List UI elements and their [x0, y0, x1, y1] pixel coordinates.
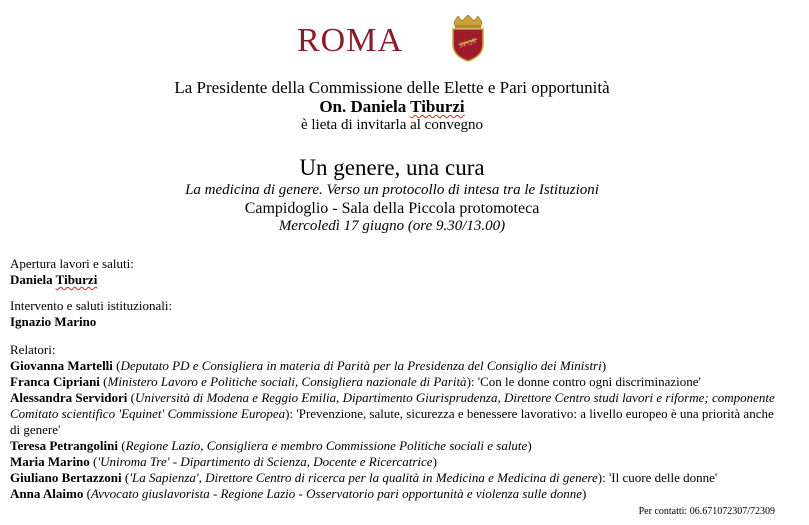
speaker-name: Anna Alaimo	[10, 486, 84, 501]
speaker-role: Deputato PD e Consigliera in materia di Parità per la Presidenza del Consiglio dei Ministri	[120, 358, 602, 373]
speaker-talk: : 'Il cuore delle donne'	[602, 470, 718, 485]
opening-name-surname: Tiburzi	[55, 272, 98, 287]
speaker-name: Giuliano Bertazzoni	[10, 470, 122, 485]
opening-section	[10, 256, 780, 288]
speaker-role: Università di Modena e Reggio Emilia, Dipartimento Giurisprudenza, Direttore Centro studi lavori e riforme; componente Comitato scientifico 'Equinet' Commissione Europea	[10, 390, 775, 421]
event-title: Un genere, una cura	[299, 155, 485, 180]
intervention-label: Intervento e saluti istituzionali:	[10, 298, 173, 313]
speaker-row: Franca Cipriani (Ministero Lavoro e Politiche sociali, Consigliera nazionale di Parità): 'Con le donne contro ogni discriminazione'	[10, 374, 701, 389]
contacts-info: Per contatti: 06.671072307/72309	[638, 506, 775, 517]
speaker-row: Maria Marino ('Uniroma Tre' - Dipartimento di Scienza, Docente e Ricercatrice)	[10, 454, 437, 469]
speaker-role: Avvocato giuslavorista - Regione Lazio - Osservatorio pari opportunità e violenza sulle donne	[90, 486, 582, 501]
host-name-prefix: On. Daniela	[319, 97, 411, 116]
host-name	[0, 97, 784, 117]
speaker-role: Regione Lazio, Consigliera e membro Commissione Politiche sociali e salute	[125, 438, 528, 453]
speaker-role: 'La Sapienza', Direttore Centro di ricerca per la qualità in Medicina e Medicina di genere	[129, 470, 598, 485]
speaker-talk: : 'Con le donne contro ogni discriminazione'	[470, 374, 701, 389]
speaker-talk: : 'Prevenzione, salute, sicurezza e benessere lavorativo: a livello europeo è una priorità anche di genere'	[10, 406, 774, 437]
host-name-surname: Tiburzi	[410, 97, 465, 116]
opening-name	[10, 272, 780, 288]
speaker-row: Giovanna Martelli (Deputato PD e Consigliera in materia di Parità per la Presidenza del Consiglio dei Ministri)	[10, 358, 607, 373]
speaker-name: Giovanna Martelli	[10, 358, 113, 373]
speaker-name: Teresa Petrangolini	[10, 438, 118, 453]
crest-spqr-text: SPQR	[458, 37, 478, 50]
speaker-row: Teresa Petrangolini (Regione Lazio, Consigliera e membro Commissione Politiche sociali e salute)	[10, 438, 532, 453]
roma-logo-text: ROMA	[297, 22, 404, 59]
event-date: Mercoledì 17 giugno (ore 9.30/13.00)	[278, 218, 506, 234]
invite-heading: La Presidente della Commissione delle Elette e Pari opportunità	[174, 78, 610, 97]
speakers-label: Relatori:	[10, 342, 56, 357]
opening-name-first: Daniela	[10, 272, 56, 287]
speaker-name: Alessandra Servidori	[10, 390, 128, 405]
intervention-section	[10, 298, 780, 330]
speaker-row: Giuliano Bertazzoni ('La Sapienza', Direttore Centro di ricerca per la qualità in Medicina e Medicina di genere): 'Il cuore delle donne'	[10, 470, 718, 485]
speaker-row: Alessandra Servidori (Università di Modena e Reggio Emilia, Dipartimento Giurisprudenza, Direttore Centro studi lavori e riforme; componente Comitato scientifico 'Equinet' Commissione Europea): 'Prevenzione, salute, sicurezza e benessere lavorativo: a livello europeo è una priorità anche di genere'	[10, 390, 775, 437]
invite-line: è lieta di invitarla al convegno	[300, 117, 483, 133]
speakers-section	[10, 342, 780, 502]
event-location: Campidoglio - Sala della Piccola protomoteca	[244, 200, 540, 217]
speaker-name: Maria Marino	[10, 454, 90, 469]
speaker-role: Ministero Lavoro e Politiche sociali, Consigliera nazionale di Parità	[107, 374, 467, 389]
opening-label: Apertura lavori e saluti:	[10, 256, 134, 271]
speaker-row: Anna Alaimo (Avvocato giuslavorista - Regione Lazio - Osservatorio pari opportunità e violenza sulle donne)	[10, 486, 587, 501]
speaker-name: Franca Cipriani	[10, 374, 100, 389]
roma-crest-icon	[448, 14, 488, 62]
event-subtitle: La medicina di genere. Verso un protocollo di intesa tra le Istituzioni	[185, 182, 599, 198]
speaker-role: 'Uniroma Tre' - Dipartimento di Scienza, Docente e Ricercatrice	[97, 454, 433, 469]
intervention-name: Ignazio Marino	[10, 314, 97, 329]
header	[0, 10, 809, 60]
